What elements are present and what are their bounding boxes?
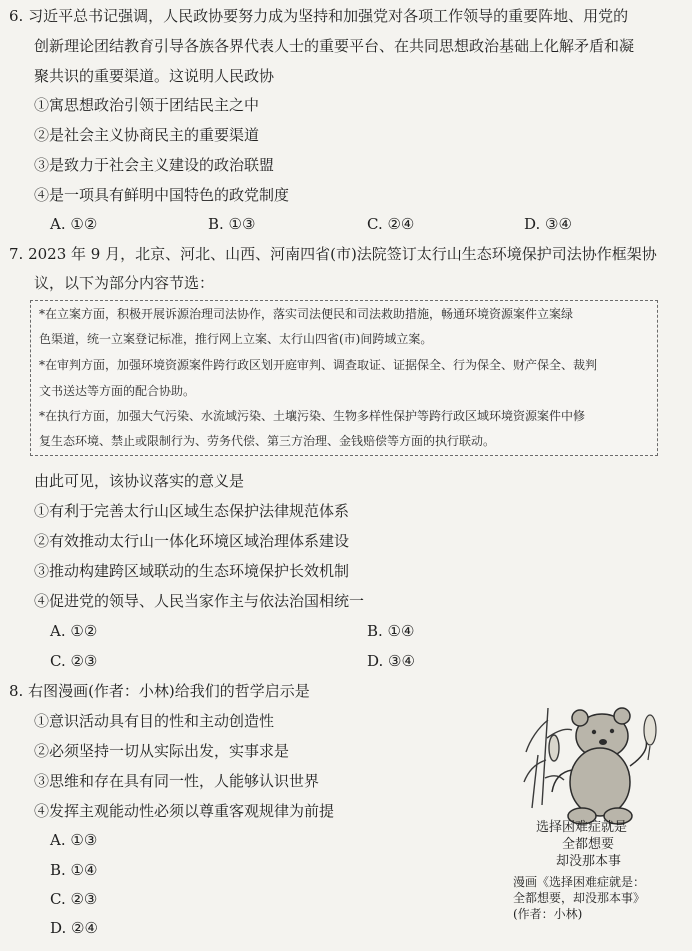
q8-statement-2: ②必须坚持一切从实际出发，实事求是 xyxy=(34,742,290,760)
q8-option-b: B. ①④ xyxy=(50,861,98,879)
q8-option-a: A. ①③ xyxy=(50,831,98,849)
q6-stem-line-1: 6. 习近平总书记强调，人民政协要努力成为坚持和加强党对各项工作领导的重要阵地、用党的 xyxy=(9,7,629,25)
q8-statement-3: ③思维和存在具有同一性，人能够认识世界 xyxy=(34,772,320,790)
q7-stem-line-2: 议，以下为部分内容节选： xyxy=(34,274,215,292)
q6-option-d: D. ③④ xyxy=(524,215,572,233)
corn-cob-icon xyxy=(644,715,656,760)
q7-excerpt-line-4: 文书送达等方面的配合协助。 xyxy=(39,384,196,398)
q8-statement-4: ④发挥主观能动性必须以尊重客观规律为前提 xyxy=(34,802,335,820)
q7-lead: 由此可见，该协议落实的意义是 xyxy=(34,472,245,490)
q8-option-d: D. ②④ xyxy=(50,919,98,937)
q6-statement-3: ③是致力于社会主义建设的政治联盟 xyxy=(34,156,275,174)
cartoon-text-2: 全都想要 xyxy=(562,837,615,852)
q7-option-b: B. ①④ xyxy=(367,622,415,640)
q6-option-a: A. ①② xyxy=(50,215,98,233)
q6-statement-2: ②是社会主义协商民主的重要渠道 xyxy=(34,126,260,144)
q7-option-a: A. ①② xyxy=(50,622,98,640)
q7-statement-3: ③推动构建跨区域联动的生态环境保护长效机制 xyxy=(34,562,350,580)
q7-excerpt-line-1: *在立案方面，积极开展诉源治理司法协作，落实司法便民和司法救助措施，畅通环境资源案件立案绿 xyxy=(39,307,574,321)
q7-excerpt-line-6: 复生态环境、禁止或限制行为、劳务代偿、第三方治理、金钱赔偿等方面的执行联动。 xyxy=(39,434,496,448)
q6-stem-line-2: 创新理论团结教育引导各族各界代表人士的重要平台、在共同思想政治基础上化解矛盾和凝 xyxy=(34,37,635,55)
q7-excerpt-box xyxy=(30,300,658,456)
q8-stem: 8. 右图漫画(作者：小林)给我们的哲学启示是 xyxy=(9,682,310,700)
cartoon-caption-line-1: 漫画《选择困难症就是： xyxy=(513,875,646,889)
q7-stem-line-1: 7. 2023 年 9 月，北京、河北、山西、河南四省(市)法院签订太行山生态环境保护司法协作框架协 xyxy=(9,245,657,263)
q7-excerpt-line-5: *在执行方面，加强大气污染、水流域污染、土壤污染、生物多样性保护等跨行政区域环境资源案件中修 xyxy=(39,409,586,423)
q7-statement-1: ①有利于完善太行山区域生态保护法律规范体系 xyxy=(34,502,350,520)
bear-icon xyxy=(552,708,646,824)
q6-statement-4: ④是一项具有鲜明中国特色的政党制度 xyxy=(34,186,290,204)
cartoon-caption-line-3: (作者：小林) xyxy=(513,907,583,921)
cartoon-text-3: 却没那本事 xyxy=(556,854,622,869)
q7-excerpt-line-2: 色渠道，统一立案登记标准，推行网上立案、太行山四省(市)间跨域立案。 xyxy=(39,332,433,346)
q8-statement-1: ①意识活动具有目的性和主动创造性 xyxy=(34,712,275,730)
q7-option-d: D. ③④ xyxy=(367,652,415,670)
q6-stem-line-3: 聚共识的重要渠道。这说明人民政协 xyxy=(34,67,275,85)
q6-option-b: B. ①③ xyxy=(208,215,256,233)
q7-statement-4: ④促进党的领导、人民当家作主与依法治国相统一 xyxy=(34,592,365,610)
q6-option-c: C. ②④ xyxy=(367,215,415,233)
q6-statement-1: ①寓思想政治引领于团结民主之中 xyxy=(34,96,260,114)
q8-option-c: C. ②③ xyxy=(50,890,98,908)
q7-statement-2: ②有效推动太行山一体化环境区域治理体系建设 xyxy=(34,532,350,550)
corn-stalk-icon xyxy=(524,708,572,808)
q7-option-c: C. ②③ xyxy=(50,652,98,670)
cartoon-caption-line-2: 全都想要，却没那本事》 xyxy=(513,891,646,905)
q7-excerpt-line-3: *在审判方面，加强环境资源案件跨行政区划开庭审判、调查取证、证据保全、行为保全、财产保全、裁判 xyxy=(39,358,598,372)
cartoon-text-1: 选择困难症就是 xyxy=(536,820,628,835)
